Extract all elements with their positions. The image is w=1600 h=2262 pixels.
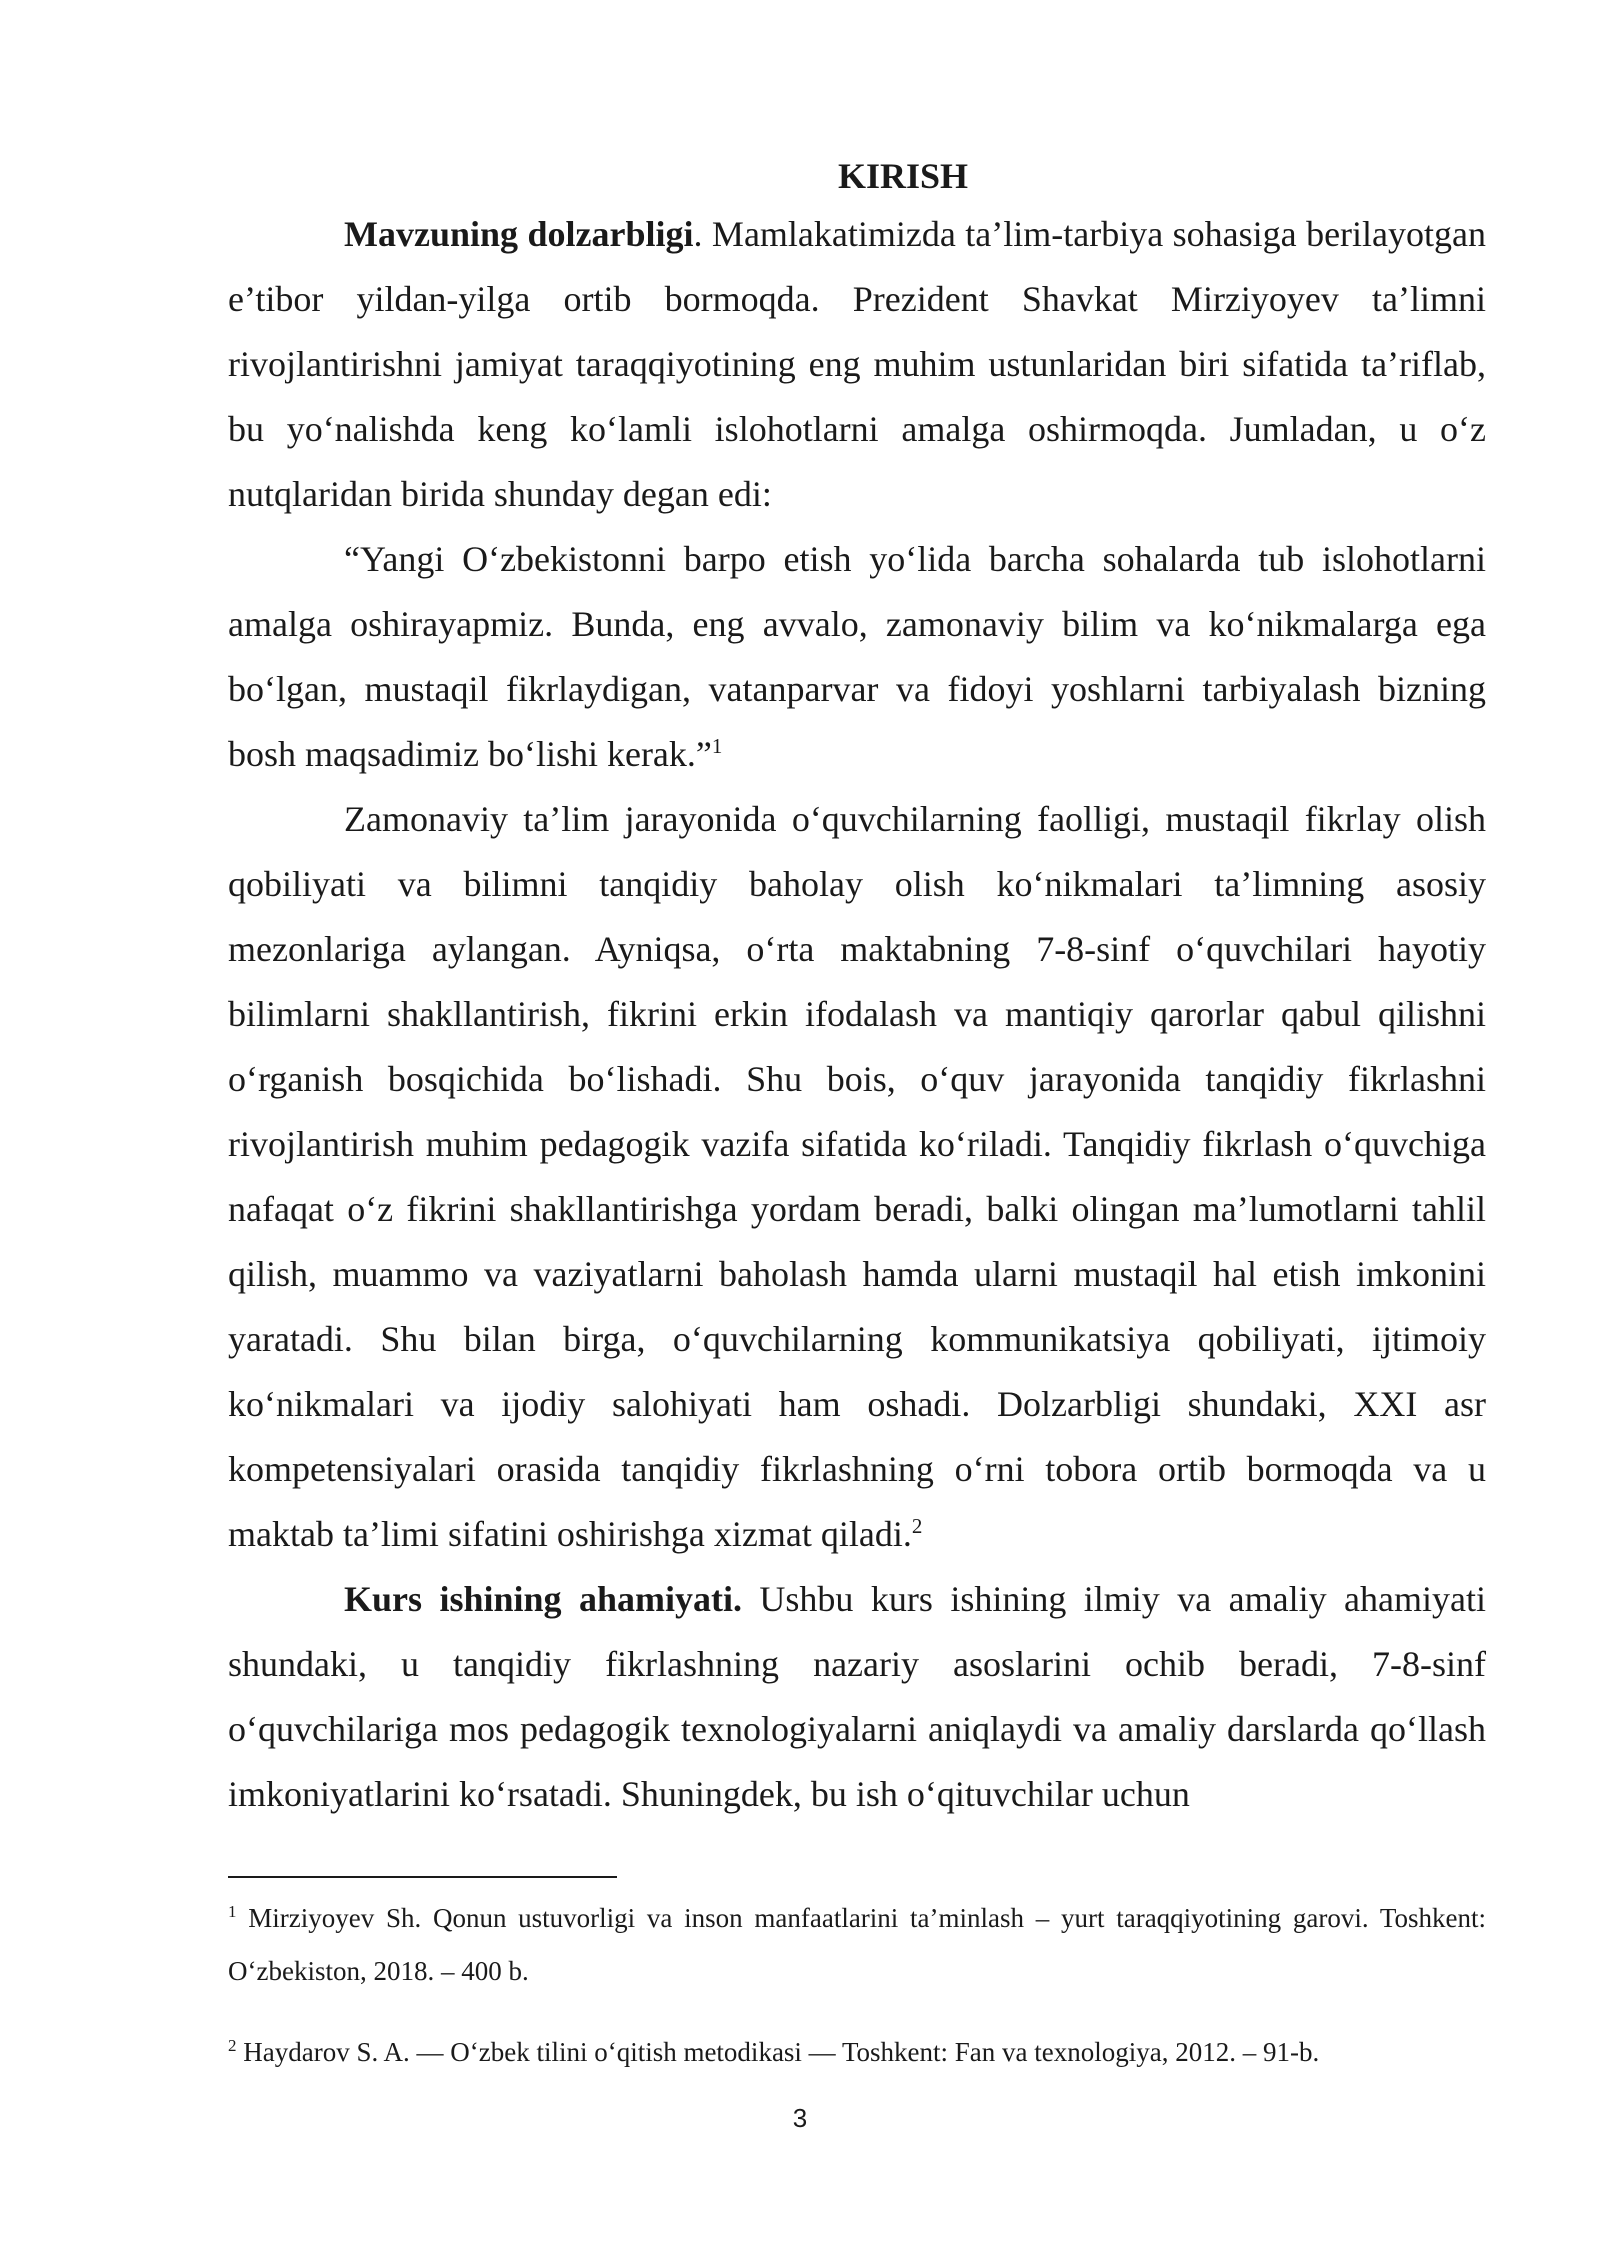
page-body xyxy=(228,150,1486,1827)
footnote-ref[interactable]: 2 xyxy=(911,1514,923,1538)
paragraph-lead: Mavzuning dolzarbligi xyxy=(344,214,694,254)
paragraph-context xyxy=(228,787,1486,1567)
footnote-divider xyxy=(228,1876,617,1878)
footnotes xyxy=(228,1892,1486,2107)
page-number: 3 xyxy=(792,2103,808,2133)
footnote-number: 2 xyxy=(228,2036,237,2055)
paragraph-quote xyxy=(228,527,1486,787)
footnote-number: 1 xyxy=(228,1902,237,1921)
paragraph-text: “Yangi O‘zbekistonni barpo etish yo‘lida barcha sohalarda tub islohotlarni amalga oshirayapmiz. Bunda, eng avvalo, zamonaviy bilim va ko‘nikmalarga ega bo‘lgan, mustaqil fikrlaydigan, vatanparvar va fidoyi yoshlarni tarbiyalash bizning bosh maqsadimiz bo‘lishi kerak.” xyxy=(228,539,1486,774)
paragraph-text: Ushbu kurs ishining ilmiy va amaliy ahamiyati shundaki, u tanqidiy fikrlashning nazariy asoslarini ochib beradi, 7-8-sinf o‘quvchilariga mos pedagogik texnologiyalarni aniqlaydi va amaliy darslarda qo‘llash imkoniyatlarini ko‘rsatadi. Shuningdek, bu ish o‘qituvchilar uchun xyxy=(228,1579,1486,1814)
paragraph-significance xyxy=(228,1567,1486,1827)
section-title: KIRISH xyxy=(837,156,969,196)
paragraph-text: . Mamlakatimizda ta’lim-tarbiya sohasiga berilayotgan e’tibor yildan-yilga ortib bormoqda. Prezident Shavkat Mirziyoyev ta’limni rivojlantirishni jamiyat taraqqiyotining eng muhim ustunlaridan biri sifatida ta’riflab, bu yo‘nalishda keng ko‘lamli islohotlarni amalga oshirmoqda. Jumladan, u o‘z nutqlaridan birida shunday degan edi: xyxy=(228,214,1487,514)
paragraph-relevance xyxy=(228,202,1486,527)
footnote-text: Haydarov S. A. — O‘zbek tilini o‘qitish metodikasi — Toshkent: Fan va texnologiya, 2012. – 91-b. xyxy=(236,2037,1320,2067)
footnote-1 xyxy=(228,1892,1486,1998)
paragraph-lead: Kurs ishining ahamiyati. xyxy=(344,1579,742,1619)
paragraph-text: Zamonaviy ta’lim jarayonida o‘quvchilarning faolligi, mustaqil fikrlay olish qobiliyati va bilimni tanqidiy baholay olish ko‘nikmalari ta’limning asosiy mezonlariga aylangan. Ayniqsa, o‘rta maktabning 7-8-sinf o‘quvchilari hayotiy bilimlarni shakllantirish, fikrini erkin ifodalash va mantiqiy qarorlar qabul qilishni o‘rganish bosqichida bo‘lishadi. Shu bois, o‘quv jarayonida tanqidiy fikrlashni rivojlantirish muhim pedagogik vazifa sifatida ko‘riladi. Tanqidiy fikrlash o‘quvchiga nafaqat o‘z fikrini shakllantirishga yordam beradi, balki olingan ma’lumotlarni tahlil qilish, muammo va vaziyatlarni baholash hamda ularni mustaqil hal etish imkonini yaratadi. Shu bilan birga, o‘quvchilarning kommunikatsiya qobiliyati, ijtimoiy ko‘nikmalari va ijodiy salohiyati ham oshadi. Dolzarbligi shundaki, XXI asr kompetensiyalari orasida tanqidiy fikrlashning o‘rni tobora ortib bormoqda va u maktab ta’limi sifatini oshirishga xizmat qiladi. xyxy=(228,799,1486,1554)
footnote-ref[interactable]: 1 xyxy=(711,734,723,758)
footnote-text: Mirziyoyev Sh. Qonun ustuvorligi va inson manfaatlarini ta’minlash – yurt taraqqiyotining garovi. Toshkent: O‘zbekiston, 2018. – 400 b. xyxy=(228,1903,1486,1986)
footnote-2 xyxy=(228,2026,1486,2079)
